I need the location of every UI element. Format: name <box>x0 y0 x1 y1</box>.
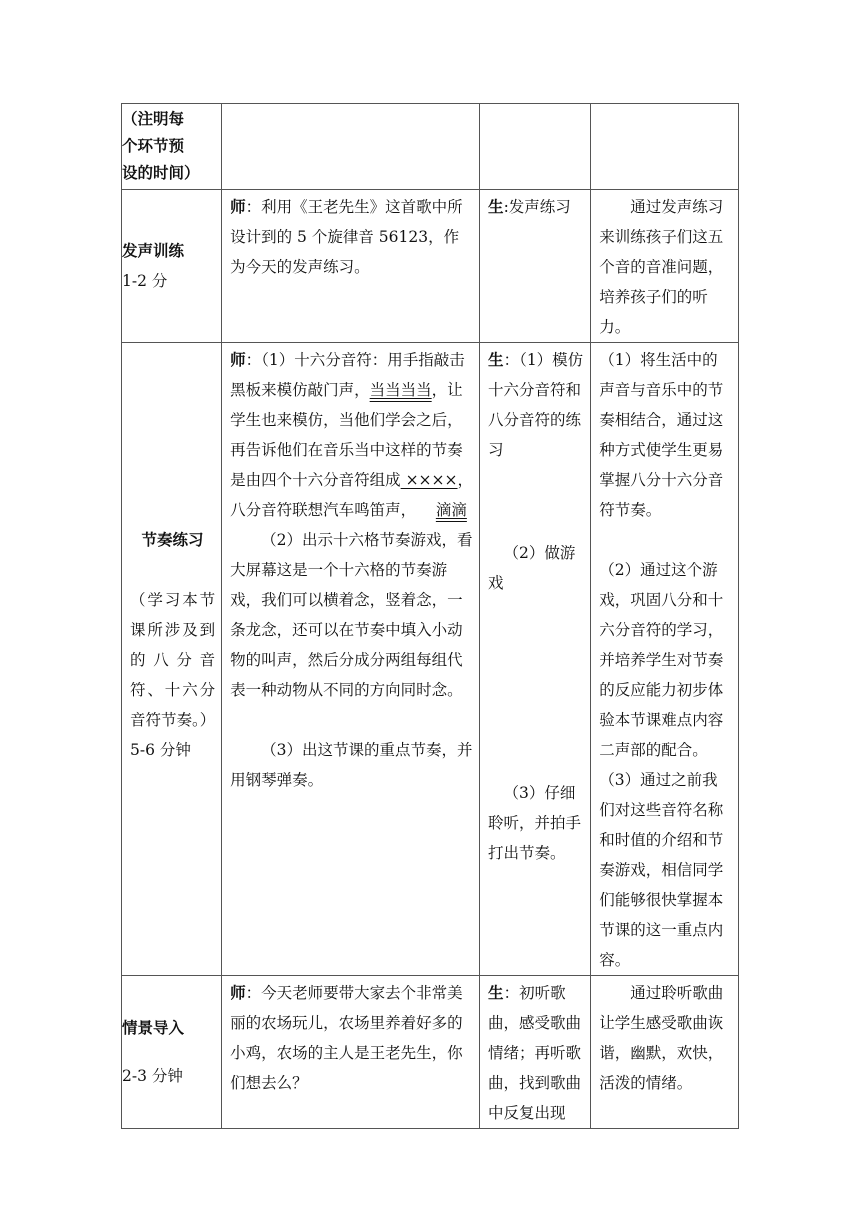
teacher-text: ，让学生也来模仿，当他们学会之后，再告诉他们在音乐当中这样的节奏是由四个十六分音符组成 <box>230 381 463 489</box>
intent-text: （1）将生活中的声音与音乐中的节奏相结合，通过这种方式使学生更易掌握八分十六分音符节奏。 <box>599 351 724 519</box>
teacher-label: 师 <box>230 198 246 216</box>
teacher-text: ：利用《王老先生》这首歌中所设计到的 5 个旋律音 56123，作为今天的发声练习。 <box>230 198 463 276</box>
stage-note-line: 个环节预 <box>122 137 185 155</box>
intent-cell <box>591 104 739 190</box>
intent-text: （2）通过这个游戏，巩固八分和十六分音符的学习，并培养学生对节奏的反应能力初步体验本节课难点内容二声部的配合。 <box>599 561 724 759</box>
rhythm-example: 滴滴 <box>435 501 467 519</box>
rhythm-notation: ×××× <box>400 471 458 489</box>
student-label: 生 <box>488 351 504 369</box>
student-text: :发声练习 <box>503 198 571 216</box>
teacher-cell <box>222 190 480 343</box>
student-text: ：（1）模仿十六分音符和八分音符的练习 <box>488 351 584 459</box>
intent-text: （3）通过之前我们对这些音符名称和时值的介绍和节奏游戏，相信同学们能够很快掌握本节课的这一重点内容。 <box>599 771 724 969</box>
teacher-text: ：今天老师要带大家去个非常美丽的农场玩儿，农场里养着好多的小鸡，农场的主人是王老先生，你们想去么？ <box>230 984 463 1092</box>
teacher-text: ，八分音符联想汽车鸣笛声， <box>230 471 474 519</box>
intent-cell <box>591 190 739 343</box>
student-cell <box>480 190 591 343</box>
teacher-cell <box>222 104 480 190</box>
teacher-cell <box>222 343 480 976</box>
stage-name: 节奏练习 <box>141 531 204 549</box>
stage-time: 1-2 分 <box>122 272 168 290</box>
stage-cell <box>122 343 222 976</box>
teacher-text: ：（1）十六分音符：用手指敲击黑板来模仿敲门声， <box>230 351 465 399</box>
intent-text: 通过聆听歌曲让学生感受歌曲诙谐，幽默，欢快，活泼的情绪。 <box>599 984 724 1092</box>
stage-note: （学习本节课所涉及到的八分音符、十六分音符节奏。） <box>130 591 216 729</box>
teacher-text: （2）出示十六格节奏游戏，看大屏幕这是一个十六格的节奏游戏，我们可以横着念，竖着念，一条龙念，还可以在节奏中填入小动物的叫声，然后分成分两组每组代表一种动物从不同的方向同时念。 <box>230 531 473 699</box>
intent-cell <box>591 976 739 1129</box>
stage-note-line: 设的时间） <box>122 164 200 182</box>
table-row <box>122 190 739 343</box>
student-cell <box>480 976 591 1129</box>
intent-text: 通过发声练习来训练孩子们这五个音的音准问题，培养孩子们的听力。 <box>599 198 724 336</box>
intent-cell <box>591 343 739 976</box>
stage-cell <box>122 976 222 1129</box>
student-text: （3）仔细聆听，并拍手打出节奏。 <box>488 784 582 862</box>
teacher-text: （3）出这节课的重点节奏，并用钢琴弹奏。 <box>230 741 473 789</box>
stage-note-line: （注明每 <box>122 110 185 128</box>
teacher-label: 师 <box>230 984 246 1002</box>
teacher-label: 师 <box>230 351 246 369</box>
stage-time: 5-6 分钟 <box>130 741 191 759</box>
table-row <box>122 343 739 976</box>
lesson-plan-table <box>121 103 739 1129</box>
stage-cell <box>122 190 222 343</box>
table-row <box>122 976 739 1129</box>
rhythm-example: 当当当当 <box>369 381 432 399</box>
student-cell <box>480 343 591 976</box>
student-label: 生 <box>488 984 504 1002</box>
student-text: （2）做游戏 <box>488 544 576 592</box>
stage-time: 2-3 分钟 <box>122 1067 183 1085</box>
stage-name: 发声训练 <box>122 242 185 260</box>
student-cell <box>480 104 591 190</box>
stage-name: 情景导入 <box>122 1019 185 1037</box>
student-label: 生 <box>488 198 504 216</box>
stage-cell <box>122 104 222 190</box>
student-text: ：初听歌曲，感受歌曲情绪；再听歌曲，找到歌曲中反复出现 <box>488 984 582 1122</box>
table-row <box>122 104 739 190</box>
teacher-cell <box>222 976 480 1129</box>
